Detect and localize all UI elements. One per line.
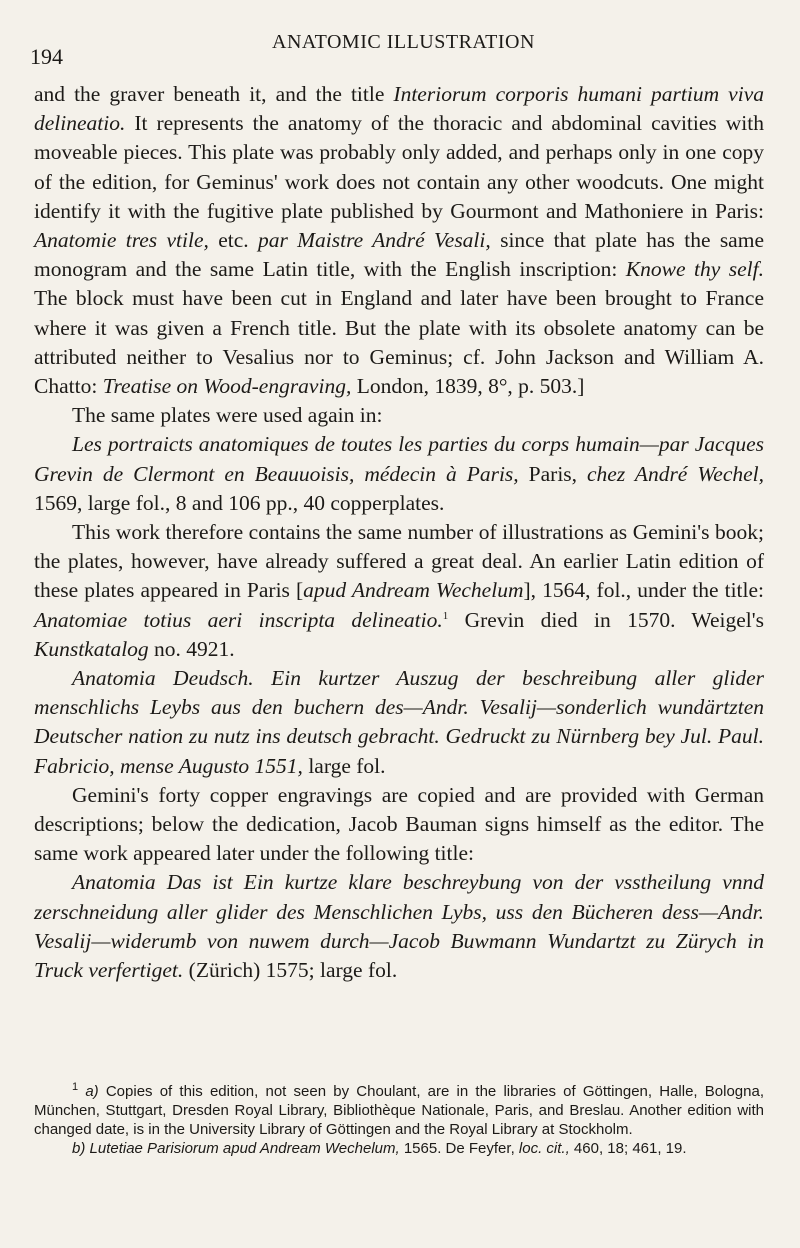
- italic-title: chez André Wechel,: [587, 461, 764, 486]
- main-text: [34, 80, 764, 985]
- italic-title: Treatise on Wood-engraving,: [102, 374, 352, 399]
- text-run: Copies of this edition, not seen by Choulant, are in the libraries of Göttingen, Halle, Bologna, München, Stuttgart, Dresden Royal Library, Bibliothèque Nationale, Paris, and Breslau. Another edition with changed date, is in the University Library of Göttingen and the Royal Library at Stockholm.: [34, 1083, 764, 1138]
- text-run: 1565. De Feyfer,: [399, 1140, 519, 1157]
- text-run: ], 1564, fol., under the title:: [523, 578, 765, 603]
- paragraph-7: [34, 868, 764, 985]
- text-run: Paris,: [518, 461, 588, 486]
- text-run: 460, 18; 461, 19.: [569, 1140, 687, 1157]
- footnotes: [34, 1082, 764, 1158]
- italic-inscription: Knowe thy self.: [625, 257, 764, 282]
- italic-title: Interiorum corporis humani partium viva delineatio.: [34, 82, 764, 136]
- italic-title: Kunstkatalog: [34, 636, 149, 661]
- italic-title: par Maistre André Vesali,: [257, 228, 491, 253]
- paragraph-3: [34, 430, 764, 518]
- text-run: (Zürich) 1575; large fol.: [183, 958, 398, 983]
- italic-title: apud Andream Wechelum: [303, 578, 524, 603]
- text-run: This work therefore contains the same number of illustrations as Gemini's book; the plates, however, have already suffered a great deal. An earlier Latin edition of these plates appeared in Paris [: [34, 520, 764, 603]
- text-run: no. 4921.: [148, 636, 235, 661]
- footnote-2: [34, 1139, 764, 1158]
- footnote-marker: 1: [442, 609, 449, 622]
- italic-title: Anatomie tres vtile,: [34, 228, 209, 253]
- text-run: large fol.: [302, 753, 386, 778]
- italic-title: Anatomia Das ist Ein kurtze klare beschreybung von der vsstheilung vnnd zerschneidung aller glider des Menschlichen Lybs, uss den Bücheren dess—Andr. Vesalij—widerumb von nuwem durch—Jacob Buwmann Wundartzt zu Zürych in Truck verfertiget.: [34, 870, 764, 983]
- italic-title: Lutetiae Parisiorum apud Andream Wechelum,: [85, 1140, 400, 1157]
- paragraph-1: [34, 80, 764, 401]
- italic-title: Les portraicts anatomiques de toutes les parties du corps humain—par Jacques Grevin de Clermont en Beauuoisis, médecin à Paris,: [34, 432, 764, 486]
- text-run: Grevin died in 1570. Weigel's: [448, 607, 764, 632]
- footnote-1: [34, 1082, 764, 1139]
- text-run: and the graver beneath it, and the title: [34, 82, 394, 106]
- text-run: etc.: [208, 228, 258, 253]
- paragraph-2: The same plates were used again in:: [72, 403, 383, 428]
- italic-reference: loc. cit.,: [518, 1140, 570, 1157]
- footnote-label: a): [85, 1083, 99, 1100]
- paragraph-4: [34, 518, 764, 664]
- italic-title: Anatomia Deudsch. Ein kurtzer Auszug der beschreibung aller glider menschlichs Leybs aus den buchern des—Andr. Vesalij—sonderlich wundärtzten Deutscher nation zu nutz ins deutsch gebracht. Gedruckt zu Nürnberg bey Jul. Paul. Fabricio, mense Augusto 1551,: [34, 666, 764, 778]
- paragraph-6: Gemini's forty copper engravings are copied and are provided with German descriptions; below the dedication, Jacob Bauman signs himself as the editor. The same work appeared later under the following title:: [34, 782, 764, 866]
- running-head: ANATOMIC ILLUSTRATION: [272, 31, 535, 53]
- text-run: It represents the anatomy of the thoracic and abdominal cavities with moveable pieces. This plate was probably only added, and perhaps only in one copy of the edition, for Geminus' work does not contain any other woodcuts. One might identify it with the fugitive plate published by Gourmont and Mathoniere in Paris:: [34, 111, 764, 223]
- text-run: The block must have been cut in England and later have been brought to France where it was given a French title. But the plate with its obsolete anatomy can be attributed neither to Vesalius nor to Geminus; cf. John Jackson and William A. Chatto:: [34, 286, 764, 399]
- text-run: London, 1839, 8°, p. 503.]: [351, 374, 585, 399]
- footnote-label: b): [72, 1140, 86, 1157]
- italic-title: Anatomiae totius aeri inscripta delineatio.: [34, 607, 443, 632]
- text-run: 1569, large fol., 8 and 106 pp., 40 copperplates.: [34, 490, 445, 515]
- page-number: 194: [30, 44, 63, 69]
- footnote-number: 1: [72, 1081, 79, 1093]
- paragraph-5: [34, 664, 764, 781]
- text-run: since that plate has the same monogram and the same Latin title, with the English inscription:: [34, 228, 764, 282]
